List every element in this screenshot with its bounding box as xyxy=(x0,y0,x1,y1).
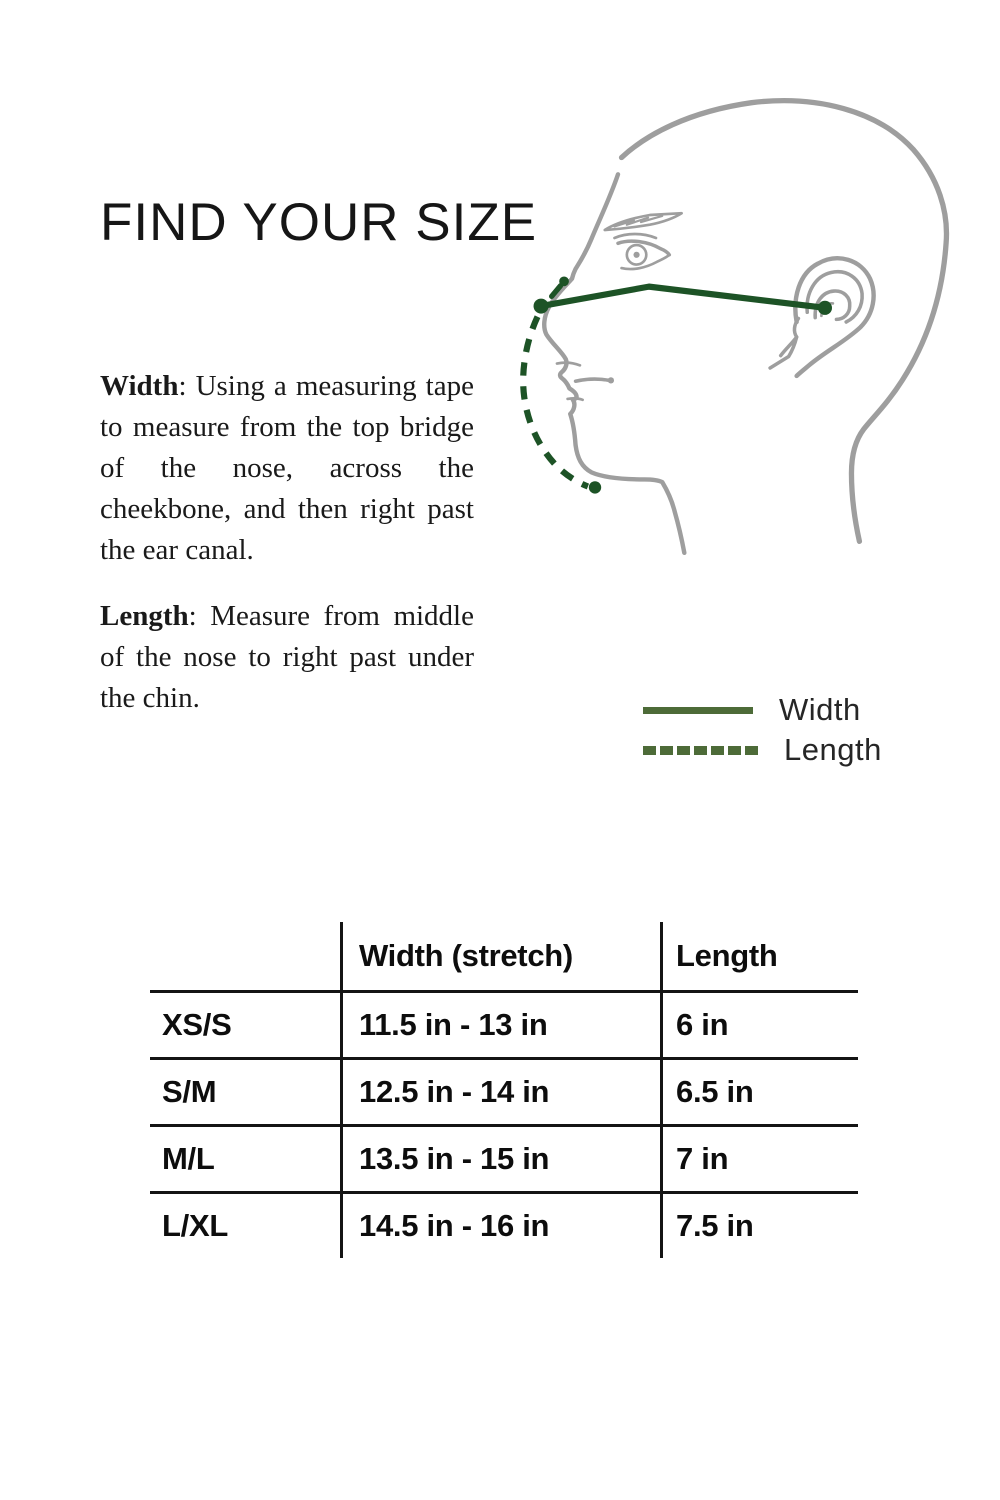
legend xyxy=(643,690,903,770)
size-table xyxy=(150,922,858,1258)
instruction-width xyxy=(100,366,474,571)
cell-size: M/L xyxy=(162,1141,215,1176)
head-profile-diagram xyxy=(460,85,990,735)
header-size-cell xyxy=(150,922,340,990)
ear-outer xyxy=(795,258,873,376)
table-header-row xyxy=(150,922,858,990)
header-width-cell: Width (stretch) xyxy=(340,922,660,990)
legend-width-label: Width xyxy=(779,692,861,727)
cell-width: 11.5 in - 13 in xyxy=(340,993,660,1057)
ear-canal-point xyxy=(818,301,832,315)
legend-width-item xyxy=(643,690,903,730)
table-row xyxy=(150,1124,858,1191)
chin-point xyxy=(589,481,601,493)
nose-bridge-point xyxy=(534,299,549,314)
lip-crease-line xyxy=(568,398,583,399)
legend-length-item xyxy=(643,730,903,770)
instruction-length xyxy=(100,596,474,719)
table-row xyxy=(150,1191,858,1258)
cell-size: XS/S xyxy=(162,1007,232,1042)
cell-width: 12.5 in - 14 in xyxy=(340,1060,660,1124)
table-row xyxy=(150,1057,858,1124)
mouth-line xyxy=(576,379,610,381)
eye-crease xyxy=(614,234,656,238)
page-title: FIND YOUR SIZE xyxy=(100,193,538,252)
cell-size: S/M xyxy=(162,1074,217,1109)
solid-line-swatch xyxy=(643,707,753,714)
table-row xyxy=(150,990,858,1057)
cell-size: L/XL xyxy=(162,1208,228,1243)
header-length-cell: Length xyxy=(660,922,858,990)
instructions xyxy=(100,366,474,744)
pupil xyxy=(633,252,639,258)
instruction-width-label: Width xyxy=(100,370,179,402)
cell-length: 7 in xyxy=(660,1127,858,1191)
instruction-width-text: : Using a measuring tape to measure from the top bridge of the nose, across the cheekbone, and then right past the ear canal. xyxy=(100,370,474,566)
dashed-line-swatch xyxy=(643,746,758,755)
cell-length: 6.5 in xyxy=(660,1060,858,1124)
nose-top-point xyxy=(559,276,569,286)
cell-length: 7.5 in xyxy=(660,1194,858,1258)
legend-length-label: Length xyxy=(784,732,882,767)
instruction-length-label: Length xyxy=(100,600,189,632)
width-measure-line xyxy=(541,287,825,308)
instruction-length-text: : Measure from middle of the nose to right past under the chin. xyxy=(100,600,474,714)
cell-width: 13.5 in - 15 in xyxy=(340,1127,660,1191)
skull-outline xyxy=(622,101,947,542)
mouth-line-end xyxy=(608,377,614,383)
cell-length: 6 in xyxy=(660,993,858,1057)
cell-width: 14.5 in - 16 in xyxy=(340,1194,660,1258)
